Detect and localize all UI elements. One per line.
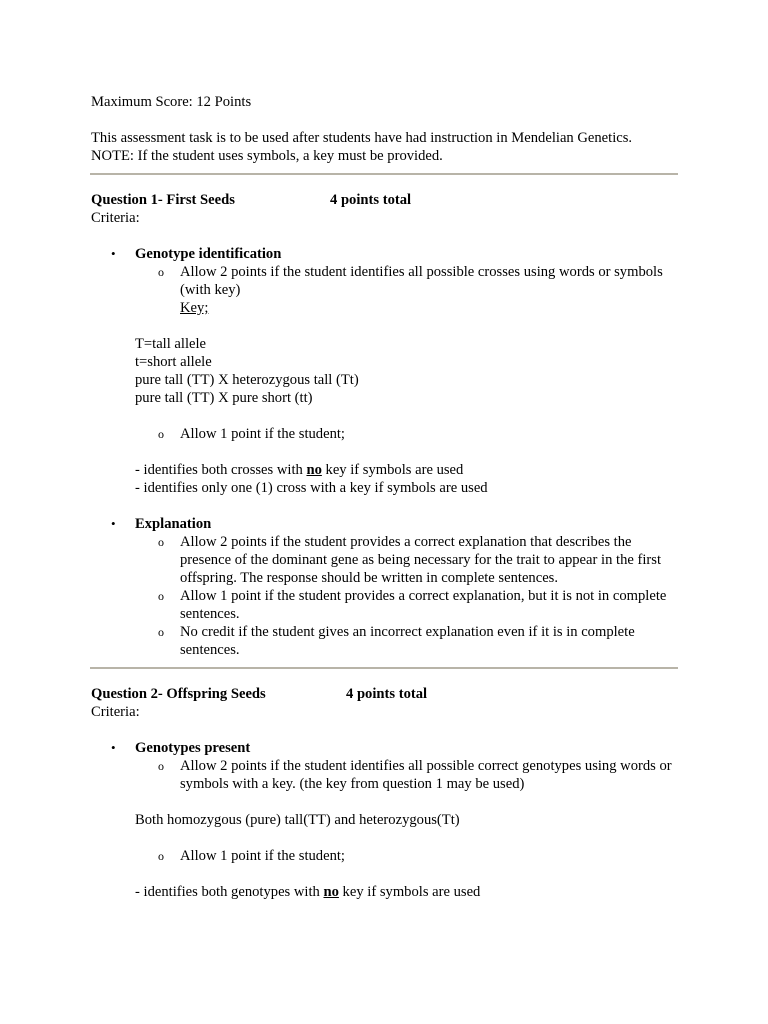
key-line: pure tall (TT) X pure short (tt) — [135, 390, 313, 406]
criterion-title: Explanation — [135, 516, 212, 532]
sub-item — [158, 623, 681, 659]
circle-bullet-icon: o — [158, 427, 164, 441]
condition-line: - identifies only one (1) cross with a key if symbols are used — [135, 480, 488, 496]
sub-item — [158, 587, 681, 623]
criterion-sub-list — [135, 263, 681, 317]
criterion-sub-list — [135, 757, 681, 793]
question-1-points: 4 points total — [330, 192, 412, 208]
question-1-heading — [91, 191, 681, 209]
sub-item — [158, 757, 681, 793]
condition-line: - identifies both genotypes with no key if symbols are used — [135, 884, 481, 900]
key-label: Key; — [180, 300, 209, 316]
sub-item — [158, 263, 681, 317]
question-2-title: Question 2- Offspring Seeds — [91, 686, 266, 702]
question-2-heading — [91, 685, 681, 703]
key-line: T=tall allele — [135, 336, 207, 352]
allow-2-points: Allow 2 points if the student identifies all possible crosses using words or symbols (with key) — [180, 264, 663, 298]
question-1-criteria-label: Criteria: — [91, 210, 140, 226]
explanation-rule: Allow 2 points if the student provides a correct explanation that describes the presence of the dominant gene as being necessary for the trait to appear in the first offspring. The response should be written in complete sentences. — [180, 534, 662, 586]
section-divider — [90, 173, 678, 175]
emphasis-no: no — [323, 884, 339, 900]
sub-item — [158, 425, 681, 443]
explanation-rule: Allow 1 point if the student provides a correct explanation, but it is not in complete sentences. — [180, 588, 667, 622]
criterion-sub-list — [135, 533, 681, 659]
emphasis-no: no — [306, 462, 322, 478]
bullet-icon: • — [111, 516, 116, 531]
criterion-genotype-identification — [111, 245, 681, 515]
criterion-title: Genotype identification — [135, 246, 282, 262]
bullet-icon: • — [111, 740, 116, 755]
condition-line: - identifies both crosses with no key if symbols are used — [135, 462, 464, 478]
document-page — [91, 93, 681, 901]
explanation-rule: No credit if the student gives an incorrect explanation even if it is in complete sentences. — [180, 624, 635, 658]
allow-1-point: Allow 1 point if the student; — [180, 848, 345, 864]
circle-bullet-icon: o — [158, 625, 164, 639]
question-2-criteria-label: Criteria: — [91, 704, 140, 720]
criterion-title: Genotypes present — [135, 740, 251, 756]
bullet-icon: • — [111, 246, 116, 261]
circle-bullet-icon: o — [158, 535, 164, 549]
circle-bullet-icon: o — [158, 589, 164, 603]
circle-bullet-icon: o — [158, 265, 164, 279]
intro-note: NOTE: If the student uses symbols, a key must be provided. — [91, 148, 443, 164]
key-line: t=short allele — [135, 354, 212, 370]
allow-2-points: Allow 2 points if the student identifies all possible correct genotypes using words or symbols with a key. (the key from question 1 may be used) — [180, 758, 672, 792]
criterion-explanation — [111, 515, 681, 659]
genotypes-line: Both homozygous (pure) tall(TT) and heterozygous(Tt) — [135, 812, 460, 828]
sub-item — [158, 533, 681, 587]
criterion-sub-list — [135, 425, 681, 443]
circle-bullet-icon: o — [158, 849, 164, 863]
question-2-criteria-list — [91, 739, 681, 901]
key-line: pure tall (TT) X heterozygous tall (Tt) — [135, 372, 359, 388]
max-score: Maximum Score: 12 Points — [91, 94, 252, 110]
criterion-sub-list — [135, 847, 681, 865]
circle-bullet-icon: o — [158, 759, 164, 773]
question-1-title: Question 1- First Seeds — [91, 192, 235, 208]
criterion-genotypes-present — [111, 739, 681, 901]
intro-line-1: This assessment task is to be used after students have had instruction in Mendelian Genetics. — [91, 130, 633, 146]
sub-item — [158, 847, 681, 865]
question-1-criteria-list — [91, 245, 681, 659]
allow-1-point: Allow 1 point if the student; — [180, 426, 345, 442]
section-divider — [90, 667, 678, 669]
question-2-points: 4 points total — [346, 686, 428, 702]
